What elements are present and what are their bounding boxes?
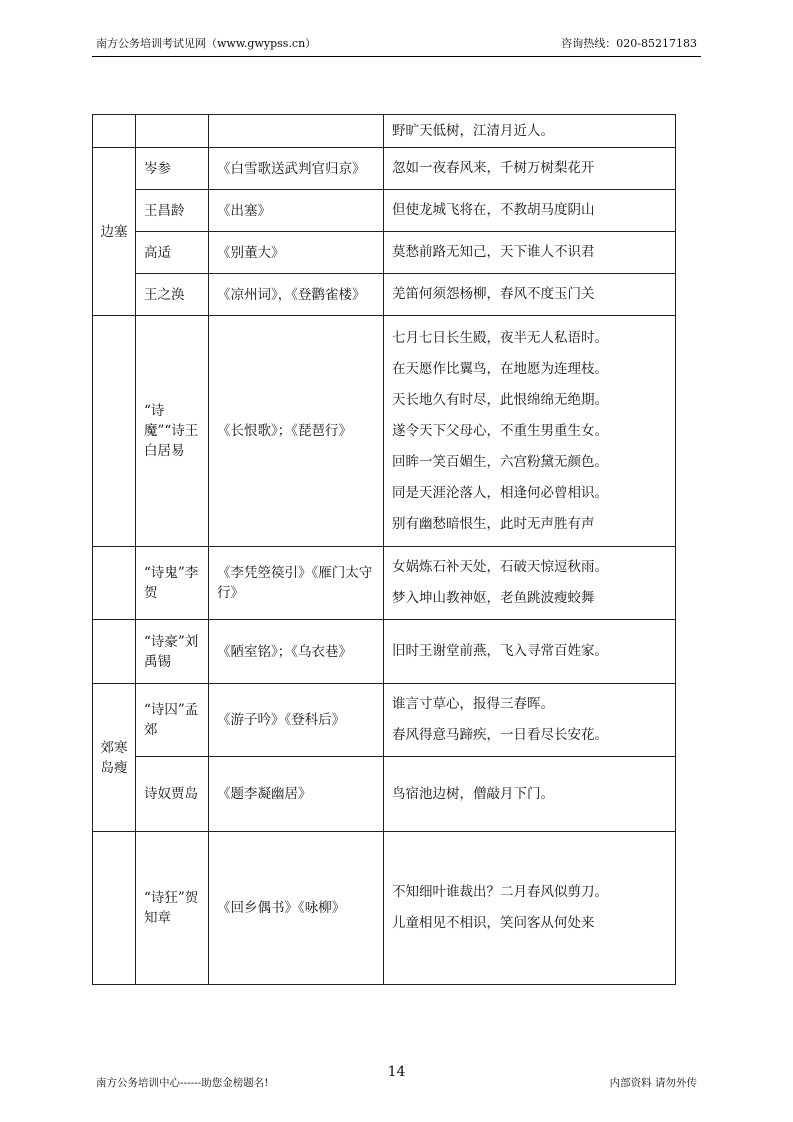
table-row [93,316,676,547]
poem-line: 女娲炼石补天处，石破天惊逗秋雨。 [392,559,608,575]
category-cell [93,832,136,985]
lines-cell [384,115,676,148]
poet-cell: 岑参 [136,148,209,190]
lines-cell [384,232,676,274]
poem-line: 鸟宿池边树，僧敲月下门。 [392,785,554,802]
works-cell: 《游子吟》《登科后》 [209,684,384,757]
poet-cell: 高适 [136,232,209,274]
table-row [93,832,676,985]
page-number: 14 [387,1064,406,1080]
poem-line: 莫愁前路无知己，天下谁人不识君 [392,244,595,260]
poem-line: 旧时王谢堂前燕，飞入寻常百姓家。 [392,643,608,659]
lines-cell [384,274,676,316]
footer-slogan: 南方公务培训中心------助您金榜题名! [96,1077,269,1089]
poet-cell [136,115,209,148]
poet-name: “诗鬼”李贺 [144,565,199,601]
poet-name: “诗狂”贺知章 [144,890,199,926]
category-cell [93,547,136,620]
works-cell: 《陋室铭》；《乌衣巷》 [209,620,384,684]
table-row [93,620,676,684]
lines-cell [384,190,676,232]
works-cell: 《凉州词》，《登鹳雀楼》 [209,274,384,316]
lines-cell [384,316,676,547]
works-cell [209,115,384,148]
poem-line: 回眸一笑百媚生，六宫粉黛无颜色。 [392,453,608,470]
poem-line: 在天愿作比翼鸟，在地愿为连理枝。 [392,360,608,377]
poem-line: 儿童相见不相识，笑问客从何处来 [392,915,595,931]
works-cell: 《长恨歌》；《琵琶行》 [209,316,384,547]
poem-line: 七月七日长生殿，夜半无人私语时。 [392,329,608,346]
poet-cell: 王之涣 [136,274,209,316]
poet-name: “诗豪”刘禹锡 [144,633,199,670]
poem-line: 天长地久有时尽，此恨绵绵无绝期。 [392,391,608,408]
lines-cell [384,148,676,190]
table-row [93,684,676,757]
lines-cell [384,620,676,684]
poem-line: 梦入坤山教神妪，老鱼跳波瘦蛟舞 [392,590,595,606]
poem-line: 野旷天低树，江清月近人。 [392,122,554,139]
poem-line: 同是天涯沦落人，相逢何必曾相识。 [392,484,608,501]
works-cell: 《出塞》 [209,190,384,232]
table-row [93,274,676,316]
category-cell [93,115,136,148]
poet-cell [136,757,209,832]
poem-line: 羌笛何须怨杨柳，春风不度玉门关 [392,286,595,302]
poem-line: 忽如一夜春风来，千树万树梨花开 [392,160,595,176]
header-hotline: 咨询热线：020-85217183 [561,37,697,50]
poet-cell [136,620,209,684]
works-cell: 《别董大》 [209,232,384,274]
table-row [93,115,676,148]
poet-cell [136,684,209,757]
poem-line: 别有幽愁暗恨生，此时无声胜有声 [392,515,595,532]
footer-notice: 内部资料 请勿外传 [609,1077,697,1089]
poet-name: “诗魔”“诗王白居易 [144,403,199,459]
works-cell: 《白雪歌送武判官归京》 [209,148,384,190]
poet-name: “诗囚”孟郊 [144,702,199,738]
header-rule [92,56,701,57]
category-cell-frontier: 边塞 [93,148,136,316]
category-cell-jiaohan-daoshou: 郊寒岛瘦 [93,684,136,832]
lines-cell [384,832,676,985]
poet-cell [136,547,209,620]
poem-line: 春风得意马蹄疾，一日看尽长安花。 [392,727,608,743]
poem-line: 但使龙城飞将在，不教胡马度阴山 [392,202,595,218]
poet-cell [136,832,209,985]
poem-line: 谁言寸草心，报得三春晖。 [392,696,554,712]
table-row [93,148,676,190]
poetry-table [92,114,676,985]
works-cell: 《题李凝幽居》 [209,757,384,832]
poem-line: 不知细叶谁裁出？二月春风似剪刀。 [392,884,608,900]
category-cell [93,316,136,547]
poet-cell: 王昌龄 [136,190,209,232]
table-row [93,190,676,232]
table-row [93,757,676,832]
works-cell: 《李凭箜篌引》《雁门太守行》 [209,547,384,620]
poem-line: 遂令天下父母心，不重生男重生女。 [392,422,608,439]
poet-name: 诗奴贾岛 [144,786,198,802]
poet-cell [136,316,209,547]
works-cell: 《回乡偶书》《咏柳》 [209,832,384,985]
header-site-title: 南方公务培训考试见网（www.gwypss.cn） [96,37,317,50]
table-row [93,547,676,620]
lines-cell [384,547,676,620]
lines-cell [384,757,676,832]
category-cell [93,620,136,684]
table-row [93,232,676,274]
lines-cell [384,684,676,757]
